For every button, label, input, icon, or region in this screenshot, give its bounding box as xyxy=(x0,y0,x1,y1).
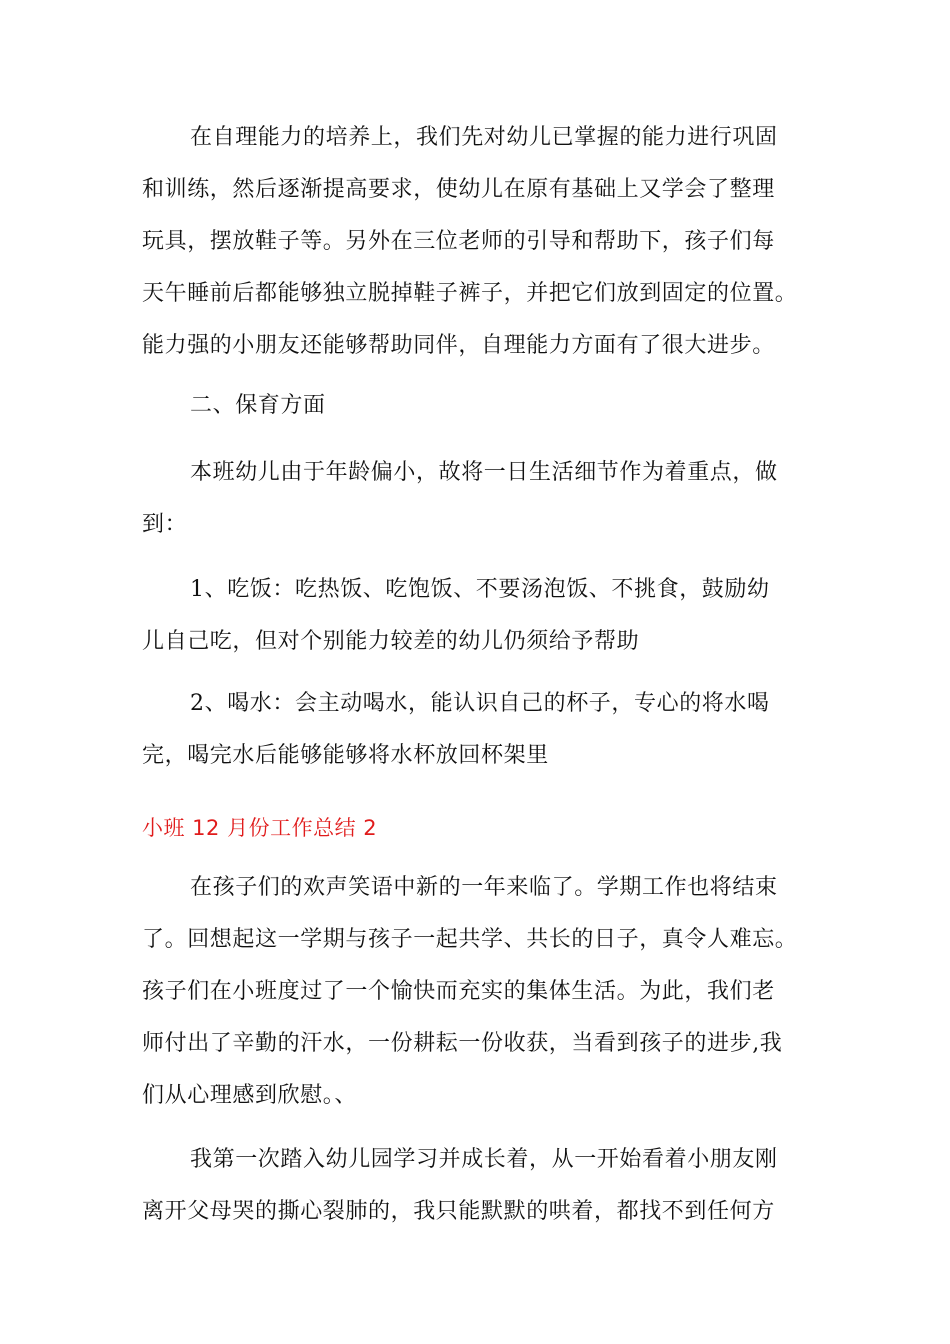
text-line: 天午睡前后都能够独立脱掉鞋子裤子，并把它们放到固定的位置。 xyxy=(142,281,798,306)
text-line: 儿自己吃，但对个别能力较差的幼儿仍须给予帮助 xyxy=(142,629,640,654)
paragraph-new-year xyxy=(142,862,814,1122)
paragraph-first-time xyxy=(142,1134,814,1238)
summary-title-2: 小班 12 月份工作总结 2 xyxy=(142,816,378,840)
text-line: 我第一次踏入幼儿园学习并成长着，从一开始看着小朋友刚 xyxy=(190,1147,778,1172)
text-line: 离开父母哭的撕心裂肺的，我只能默默的哄着，都找不到任何方 xyxy=(142,1199,775,1224)
section-heading: 二、保育方面 xyxy=(190,393,326,418)
text-line: 们从心理感到欣慰。、 xyxy=(142,1083,358,1108)
paragraph-drinking xyxy=(142,678,814,782)
text-line: 孩子们在小班度过了一个愉快而充实的集体生活。为此，我们老 xyxy=(142,979,775,1004)
text-line: 在自理能力的培养上，我们先对幼儿已掌握的能力进行巩固 xyxy=(190,125,778,150)
paragraph-daily-life xyxy=(142,447,814,551)
text-line: 师付出了辛勤的汗水，一份耕耘一份收获，当看到孩子的进步,我 xyxy=(142,1031,783,1056)
text-line: 1、吃饭：吃热饭、吃饱饭、不要汤泡饭、不挑食，鼓励幼 xyxy=(190,577,770,602)
text-line: 能力强的小朋友还能够帮助同伴，自理能力方面有了很大进步。 xyxy=(142,333,775,358)
text-line: 了。回想起这一学期与孩子一起共学、共长的日子，真令人难忘。 xyxy=(142,927,798,952)
text-line: 2、喝水：会主动喝水，能认识自己的杯子，专心的将水喝 xyxy=(190,691,770,716)
text-line: 和训练，然后逐渐提高要求，使幼儿在原有基础上又学会了整理 xyxy=(142,177,775,202)
text-line: 玩具，摆放鞋子等。另外在三位老师的引导和帮助下，孩子们每 xyxy=(142,229,775,254)
paragraph-self-care xyxy=(142,112,814,372)
text-line: 在孩子们的欢声笑语中新的一年来临了。学期工作也将结束 xyxy=(190,875,778,900)
text-line: 本班幼儿由于年龄偏小，故将一日生活细节作为着重点，做 xyxy=(190,460,778,485)
section-heading-care xyxy=(142,380,814,432)
text-line: 到： xyxy=(142,512,188,537)
paragraph-eating xyxy=(142,564,814,668)
text-line: 完，喝完水后能够能够将水杯放回杯架里 xyxy=(142,743,549,768)
